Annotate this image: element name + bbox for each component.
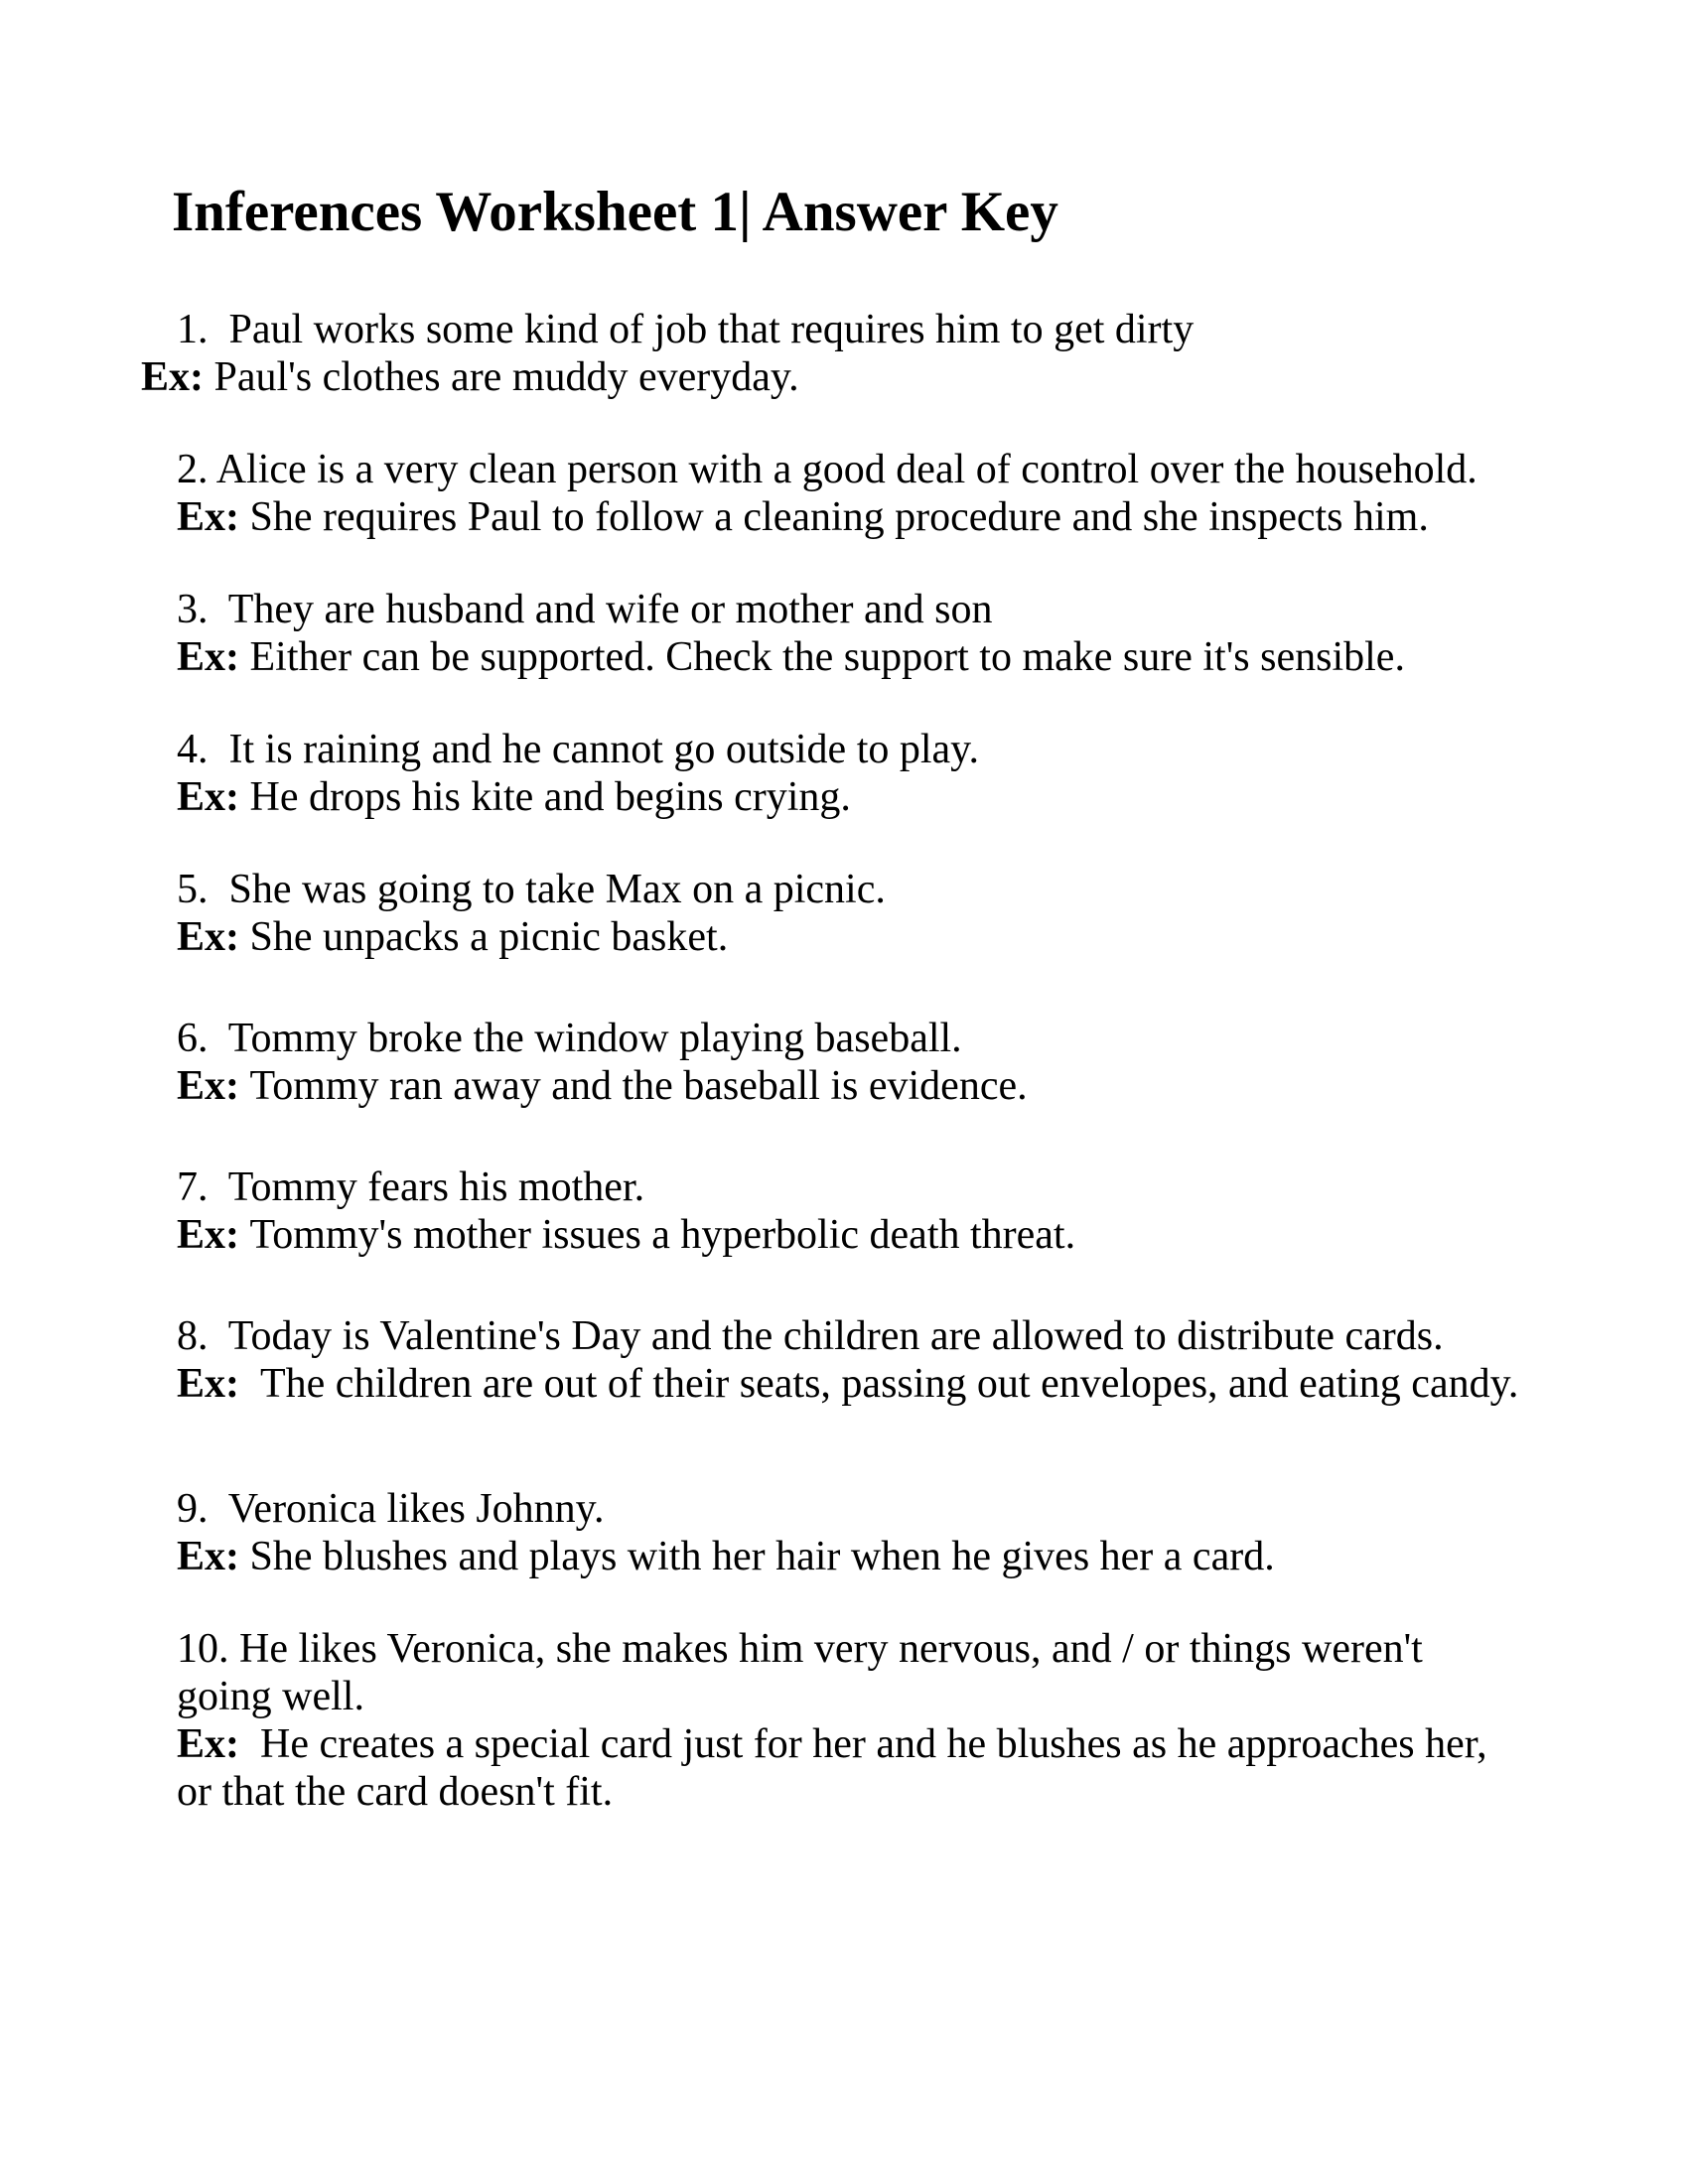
item-number: 3. — [177, 587, 228, 632]
answer-item-2 — [177, 446, 1527, 541]
item-answer — [177, 493, 1527, 541]
item-answer — [177, 1062, 1527, 1110]
item-answer — [141, 353, 1527, 401]
item-inference-text: Tommy fears his mother. — [227, 1164, 645, 1210]
item-statement — [177, 1312, 1527, 1360]
item-statement — [177, 586, 1527, 633]
answer-item-9 — [177, 1485, 1527, 1580]
item-statement — [177, 866, 1527, 913]
ex-label: Ex: — [177, 1361, 260, 1407]
ex-label: Ex: — [177, 1212, 250, 1258]
ex-label: Ex: — [177, 1534, 250, 1579]
item-answer — [177, 1533, 1527, 1580]
answer-item-7 — [177, 1163, 1527, 1259]
item-statement — [177, 1015, 1527, 1062]
item-answer-text: The children are out of their seats, passing out envelopes, and eating candy. — [260, 1361, 1519, 1407]
item-answer — [177, 1211, 1527, 1259]
item-inference-text: Today is Valentine's Day and the children are allowed to distribute cards. — [227, 1313, 1444, 1359]
item-number: 6. — [177, 1016, 228, 1061]
item-number: 2. — [177, 447, 216, 492]
answer-item-10 — [177, 1625, 1527, 1816]
item-inference-text: She was going to take Max on a picnic. — [228, 867, 886, 912]
item-inference-text: They are husband and wife or mother and son — [227, 587, 993, 632]
answer-item-4 — [177, 726, 1527, 821]
ex-label: Ex: — [177, 914, 250, 960]
item-answer-text: She requires Paul to follow a cleaning procedure and she inspects him. — [249, 494, 1429, 540]
item-number: 10. — [177, 1626, 239, 1672]
item-answer-text: She blushes and plays with her hair when he gives her a card. — [249, 1534, 1275, 1579]
item-statement — [177, 306, 1527, 353]
item-number: 1. — [177, 307, 229, 352]
item-inference-text: He likes Veronica, she makes him very nervous, and / or things weren't going well. — [177, 1626, 1434, 1719]
item-statement — [177, 446, 1527, 493]
item-answer — [177, 913, 1527, 961]
item-answer — [177, 1720, 1527, 1816]
item-number: 5. — [177, 867, 229, 912]
item-number: 8. — [177, 1313, 228, 1359]
ex-label: Ex: — [177, 1063, 250, 1109]
item-answer-text: Paul's clothes are muddy everyday. — [213, 354, 799, 400]
item-answer — [177, 633, 1527, 681]
ex-label: Ex: — [177, 1721, 260, 1767]
ex-label: Ex: — [177, 774, 250, 820]
item-answer-text: He creates a special card just for her and he blushes as he approaches her, or that the card doesn't fit. — [177, 1721, 1498, 1815]
item-answer-text: He drops his kite and begins crying. — [249, 774, 851, 820]
item-answer-text: She unpacks a picnic basket. — [249, 914, 729, 960]
item-statement — [177, 1625, 1527, 1720]
item-number: 9. — [177, 1486, 228, 1532]
item-answer-text: Tommy ran away and the baseball is evidence. — [249, 1063, 1028, 1109]
item-statement — [177, 1163, 1527, 1211]
item-answer — [177, 1360, 1527, 1408]
item-statement — [177, 726, 1527, 773]
ex-label: Ex: — [141, 354, 214, 400]
answer-item-6 — [177, 1015, 1527, 1110]
answer-item-5 — [177, 866, 1527, 961]
item-inference-text: It is raining and he cannot go outside to play. — [228, 727, 979, 772]
answer-item-3 — [177, 586, 1527, 681]
ex-label: Ex: — [177, 494, 250, 540]
ex-label: Ex: — [177, 634, 250, 680]
item-inference-text: Paul works some kind of job that requires him to get dirty — [228, 307, 1195, 352]
answer-item-8 — [177, 1312, 1527, 1408]
item-inference-text: Veronica likes Johnny. — [227, 1486, 605, 1532]
item-number: 7. — [177, 1164, 228, 1210]
item-inference-text: Alice is a very clean person with a good deal of control over the household. — [215, 447, 1477, 492]
item-number: 4. — [177, 727, 229, 772]
item-answer — [177, 773, 1527, 821]
item-answer-text: Tommy's mother issues a hyperbolic death threat. — [249, 1212, 1076, 1258]
answer-item-1 — [141, 306, 1527, 401]
item-answer-text: Either can be supported. Check the support to make sure it's sensible. — [249, 634, 1405, 680]
item-statement — [177, 1485, 1527, 1533]
item-inference-text: Tommy broke the window playing baseball. — [227, 1016, 962, 1061]
page-title: Inferences Worksheet 1| Answer Key — [172, 181, 1058, 243]
worksheet-content — [141, 179, 1527, 1816]
